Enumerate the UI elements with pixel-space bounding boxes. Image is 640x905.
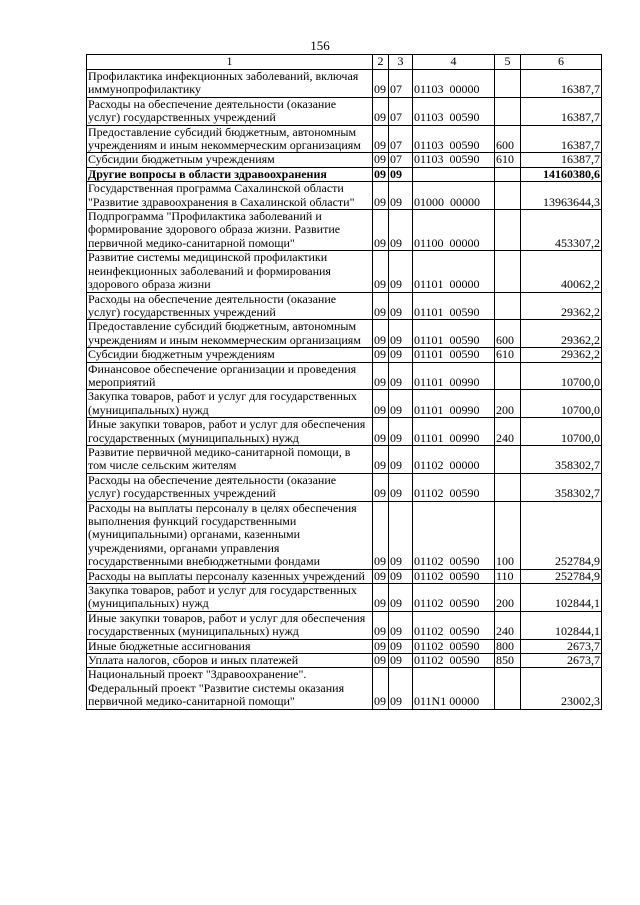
row-target-article: 01102 00000: [413, 445, 495, 473]
row-subsection: 09: [389, 292, 413, 320]
row-subsection: 09: [389, 320, 413, 348]
row-name: Иные бюджетные ассигнования: [87, 639, 373, 653]
row-target-article: 01101 00590: [413, 292, 495, 320]
row-target-article: 01101 00990: [413, 418, 495, 446]
row-name: Субсидии бюджетным учреждениям: [87, 348, 373, 362]
row-name: Расходы на выплаты персоналу в целях обеспечения выполнения функций государственными (муниципальными) органами, казенными учреждениями, органами управления государственными внебюджетными фондами: [87, 501, 373, 569]
row-expense-type: [495, 97, 521, 125]
row-amount: 29362,2: [521, 320, 602, 348]
header-col-3: 3: [389, 55, 413, 70]
row-target-article: 01101 00590: [413, 348, 495, 362]
row-section: 09: [373, 668, 389, 709]
row-section: 09: [373, 182, 389, 210]
row-section: 09: [373, 639, 389, 653]
row-target-article: 01102 00590: [413, 611, 495, 639]
table-row: [87, 668, 602, 709]
row-section: 09: [373, 210, 389, 251]
row-expense-type: 800: [495, 639, 521, 653]
row-expense-type: [495, 70, 521, 98]
row-subsection: 09: [389, 501, 413, 569]
table-row: [87, 418, 602, 446]
row-target-article: 01102 00590: [413, 584, 495, 612]
row-subsection: 09: [389, 348, 413, 362]
row-name: Предоставление субсидий бюджетным, автономным учреждениям и иным некоммерческим организациям: [87, 320, 373, 348]
row-expense-type: [495, 362, 521, 390]
row-subsection: 09: [389, 210, 413, 251]
row-subsection: 09: [389, 473, 413, 501]
row-target-article: 01102 00590: [413, 501, 495, 569]
row-target-article: 01103 00590: [413, 97, 495, 125]
row-subsection: 09: [389, 362, 413, 390]
row-target-article: 01103 00000: [413, 70, 495, 98]
row-subsection: 07: [389, 153, 413, 167]
row-amount: 40062,2: [521, 251, 602, 292]
row-name: Расходы на обеспечение деятельности (оказание услуг) государственных учреждений: [87, 473, 373, 501]
row-expense-type: 240: [495, 418, 521, 446]
row-name: Закупка товаров, работ и услуг для государственных (муниципальных) нужд: [87, 390, 373, 418]
row-name: Закупка товаров, работ и услуг для государственных (муниципальных) нужд: [87, 584, 373, 612]
row-name: Расходы на обеспечение деятельности (оказание услуг) государственных учреждений: [87, 97, 373, 125]
row-subsection: 09: [389, 584, 413, 612]
table-row: [87, 167, 602, 181]
row-name: Субсидии бюджетным учреждениям: [87, 153, 373, 167]
row-amount: 23002,3: [521, 668, 602, 709]
row-subsection: 09: [389, 639, 413, 653]
table-row: [87, 292, 602, 320]
row-name: Национальный проект "Здравоохранение". Федеральный проект "Развитие системы оказания первичной медико-санитарной помощи": [87, 668, 373, 709]
row-subsection: 09: [389, 167, 413, 181]
table-row: [87, 390, 602, 418]
row-section: 09: [373, 473, 389, 501]
row-amount: 13963644,3: [521, 182, 602, 210]
row-expense-type: [495, 668, 521, 709]
row-section: 09: [373, 445, 389, 473]
row-expense-type: [495, 473, 521, 501]
row-expense-type: 240: [495, 611, 521, 639]
table-body: [87, 70, 602, 710]
row-section: 09: [373, 292, 389, 320]
row-expense-type: 600: [495, 125, 521, 153]
row-amount: 16387,7: [521, 125, 602, 153]
row-name: Финансовое обеспечение организации и проведения мероприятий: [87, 362, 373, 390]
table-row: [87, 182, 602, 210]
row-expense-type: [495, 445, 521, 473]
row-subsection: 09: [389, 182, 413, 210]
row-target-article: 01103 00590: [413, 125, 495, 153]
table-row: [87, 153, 602, 167]
row-target-article: 01102 00590: [413, 473, 495, 501]
row-expense-type: [495, 251, 521, 292]
table-row: [87, 639, 602, 653]
row-target-article: 01102 00590: [413, 569, 495, 583]
table-row: [87, 70, 602, 98]
row-amount: 16387,7: [521, 153, 602, 167]
row-section: 09: [373, 70, 389, 98]
row-target-article: 01101 00590: [413, 320, 495, 348]
row-expense-type: 200: [495, 584, 521, 612]
table-row: [87, 654, 602, 668]
table-row: [87, 210, 602, 251]
row-name: Предоставление субсидий бюджетным, автономным учреждениям и иным некоммерческим организациям: [87, 125, 373, 153]
row-expense-type: 850: [495, 654, 521, 668]
row-subsection: 09: [389, 611, 413, 639]
row-name: Расходы на обеспечение деятельности (оказание услуг) государственных учреждений: [87, 292, 373, 320]
table-row: [87, 501, 602, 569]
header-col-2: 2: [373, 55, 389, 70]
table-row: [87, 445, 602, 473]
row-amount: 453307,2: [521, 210, 602, 251]
row-expense-type: [495, 292, 521, 320]
row-subsection: 09: [389, 445, 413, 473]
row-section: 09: [373, 251, 389, 292]
row-name: Государственная программа Сахалинской области "Развитие здравоохранения в Сахалинской области": [87, 182, 373, 210]
row-expense-type: 110: [495, 569, 521, 583]
row-amount: 29362,2: [521, 348, 602, 362]
row-amount: 10700,0: [521, 362, 602, 390]
table-row: [87, 97, 602, 125]
row-subsection: 09: [389, 569, 413, 583]
row-section: 09: [373, 153, 389, 167]
row-amount: 102844,1: [521, 584, 602, 612]
header-col-6: 6: [521, 55, 602, 70]
row-amount: 102844,1: [521, 611, 602, 639]
budget-table: [86, 54, 602, 710]
row-target-article: 01101 00990: [413, 390, 495, 418]
header-col-4: 4: [413, 55, 495, 70]
row-name: Подпрограмма "Профилактика заболеваний и формирование здорового образа жизни. Развитие первичной медико-санитарной помощи": [87, 210, 373, 251]
row-amount: 29362,2: [521, 292, 602, 320]
row-section: 09: [373, 654, 389, 668]
row-target-article: 01100 00000: [413, 210, 495, 251]
row-section: 09: [373, 348, 389, 362]
row-expense-type: 610: [495, 348, 521, 362]
row-amount: 16387,7: [521, 70, 602, 98]
header-col-1: 1: [87, 55, 373, 70]
row-amount: 252784,9: [521, 501, 602, 569]
row-section: 09: [373, 584, 389, 612]
row-section: 09: [373, 418, 389, 446]
table-row: [87, 473, 602, 501]
row-amount: 2673,7: [521, 654, 602, 668]
row-name: Уплата налогов, сборов и иных платежей: [87, 654, 373, 668]
row-name: Иные закупки товаров, работ и услуг для обеспечения государственных (муниципальных) нужд: [87, 611, 373, 639]
row-subsection: 09: [389, 418, 413, 446]
row-amount: 10700,0: [521, 418, 602, 446]
table-row: [87, 611, 602, 639]
row-expense-type: 610: [495, 153, 521, 167]
row-section: 09: [373, 320, 389, 348]
row-expense-type: 200: [495, 390, 521, 418]
table-row: [87, 362, 602, 390]
row-section: 09: [373, 569, 389, 583]
row-target-article: [413, 167, 495, 181]
row-section: 09: [373, 362, 389, 390]
table-header-row: [87, 55, 602, 70]
row-target-article: 011N1 00000: [413, 668, 495, 709]
row-amount: 16387,7: [521, 97, 602, 125]
row-section: 09: [373, 167, 389, 181]
row-target-article: 01103 00590: [413, 153, 495, 167]
row-name: Расходы на выплаты персоналу казенных учреждений: [87, 569, 373, 583]
row-subsection: 07: [389, 125, 413, 153]
row-target-article: 01101 00000: [413, 251, 495, 292]
page-number: 156: [310, 38, 330, 53]
row-target-article: 01102 00590: [413, 654, 495, 668]
row-amount: 10700,0: [521, 390, 602, 418]
row-section: 09: [373, 390, 389, 418]
row-name: Развитие системы медицинской профилактики неинфекционных заболеваний и формирования здорового образа жизни: [87, 251, 373, 292]
row-section: 09: [373, 611, 389, 639]
row-amount: 14160380,6: [521, 167, 602, 181]
row-name: Другие вопросы в области здравоохранения: [87, 167, 373, 181]
table-row: [87, 320, 602, 348]
row-expense-type: [495, 182, 521, 210]
row-subsection: 07: [389, 97, 413, 125]
row-target-article: 01000 00000: [413, 182, 495, 210]
row-section: 09: [373, 125, 389, 153]
row-target-article: 01101 00990: [413, 362, 495, 390]
row-section: 09: [373, 501, 389, 569]
row-expense-type: 100: [495, 501, 521, 569]
table-row: [87, 584, 602, 612]
row-subsection: 09: [389, 668, 413, 709]
row-subsection: 07: [389, 70, 413, 98]
row-subsection: 09: [389, 251, 413, 292]
row-amount: 2673,7: [521, 639, 602, 653]
row-expense-type: [495, 210, 521, 251]
row-subsection: 09: [389, 654, 413, 668]
row-name: Профилактика инфекционных заболеваний, включая иммунопрофилактику: [87, 70, 373, 98]
row-expense-type: [495, 167, 521, 181]
table-row: [87, 125, 602, 153]
row-amount: 358302,7: [521, 473, 602, 501]
table-row: [87, 348, 602, 362]
row-name: Развитие первичной медико-санитарной помощи, в том числе сельским жителям: [87, 445, 373, 473]
row-name: Иные закупки товаров, работ и услуг для обеспечения государственных (муниципальных) нужд: [87, 418, 373, 446]
header-col-5: 5: [495, 55, 521, 70]
table-row: [87, 569, 602, 583]
row-amount: 358302,7: [521, 445, 602, 473]
row-section: 09: [373, 97, 389, 125]
row-expense-type: 600: [495, 320, 521, 348]
table-row: [87, 251, 602, 292]
row-amount: 252784,9: [521, 569, 602, 583]
row-target-article: 01102 00590: [413, 639, 495, 653]
row-subsection: 09: [389, 390, 413, 418]
